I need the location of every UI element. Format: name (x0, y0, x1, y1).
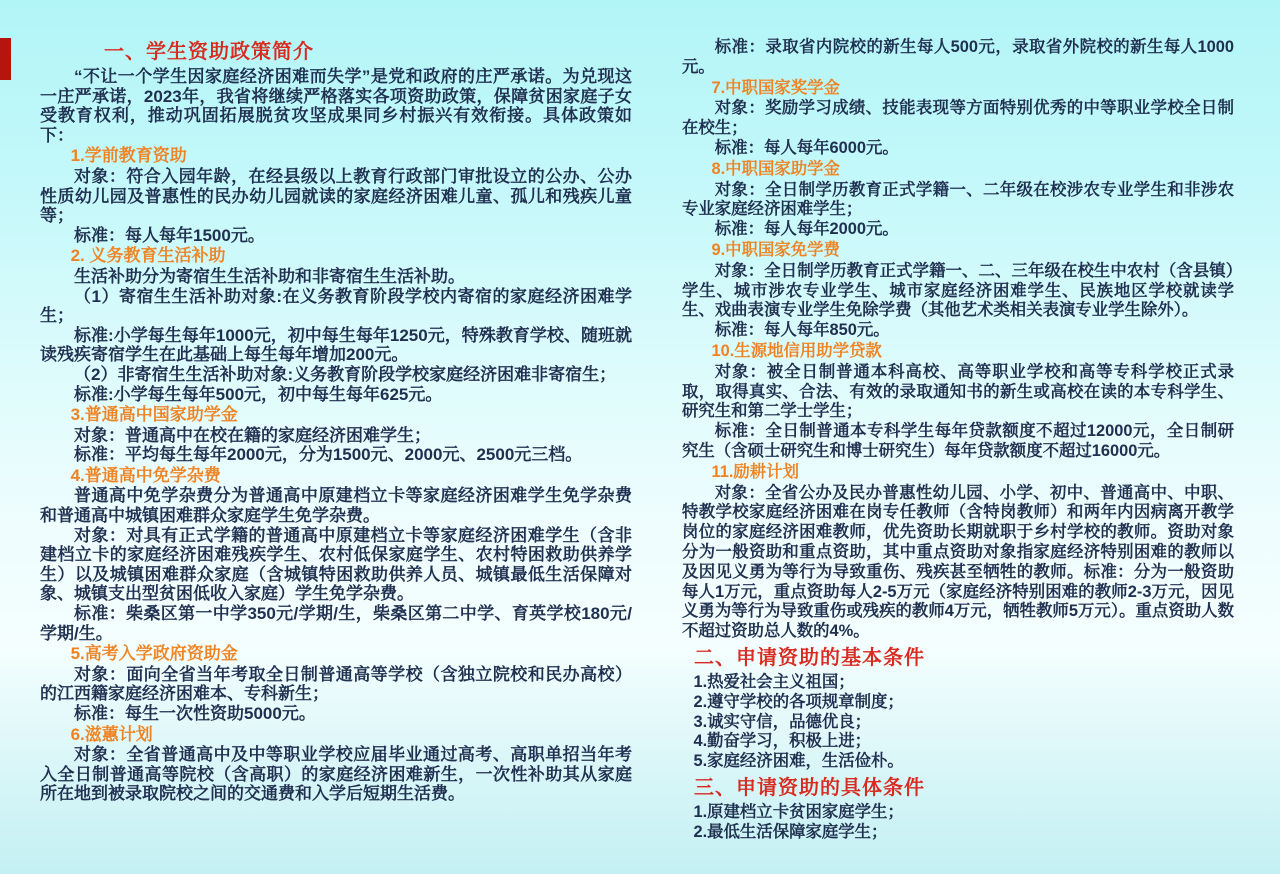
policy-subheading: 11.励耕计划 (711, 462, 799, 481)
paragraph: 标准：录取省内院校的新生每人500元，录取省外院校的新生每人1000元。 (682, 38, 1234, 76)
paragraph: 标准：每人每年850元。 (714, 321, 890, 340)
policy-subheading: 6.滋蕙计划 (70, 724, 153, 744)
paragraph: 对象：面向全省当年考取全日制普通高等学校（含独立院校和民办高校）的江西籍家庭经济困难本、专科新生； (40, 664, 632, 704)
paragraph: 标准：每人每年2000元。 (714, 220, 899, 239)
paragraph: （1）寄宿生生活补助对象:在义务教育阶段学校内寄宿的家庭经济困难学生； (40, 286, 632, 326)
paragraph: 标准:小学每生每年1000元，初中每生每年1250元，特殊教育学校、随班就读残疾寄宿学生在此基础上每生每年增加200元。 (40, 325, 632, 365)
list-item: 4.勤奋学习，积极上进； (693, 732, 872, 751)
paragraph: 对象：全日制学历教育正式学籍一、二、三年级在校生中农村（含县镇）学生、城市涉农专业学生、城市家庭经济困难学生、民族地区学校就读学生、戏曲表演专业学生免除学费（其他艺术类相关表演专业学生除外）。 (682, 261, 1234, 320)
list-item: 5.家庭经济困难，生活俭朴。 (693, 752, 904, 771)
policy-subheading: 8.中职国家助学金 (711, 159, 840, 178)
paragraph: 生活补助分为寄宿生生活补助和非寄宿生生活补助。 (74, 266, 465, 286)
section-heading: 二、申请资助的基本条件 (694, 646, 925, 669)
paragraph: 对象：对具有正式学籍的普通高中原建档立卡等家庭经济困难学生（含非建档立卡的家庭经济困难残疾学生、农村低保家庭学生、农村特困救助供养学生）以及城镇困难群众家庭（含城镇特困救助供养人员、城镇最低生活保障对象、城镇支出型贫困低收入家庭）学生免学杂费。 (40, 525, 632, 604)
policy-subheading: 1.学前教育资助 (70, 146, 187, 166)
list-item: 2.遵守学校的各项规章制度； (693, 692, 904, 711)
list-item: 3.诚实守信，品德优良； (693, 712, 872, 731)
section-heading: 一、学生资助政策简介 (104, 41, 314, 63)
paragraph: 标准：每生一次性资助5000元。 (74, 704, 316, 723)
paragraph: 对象：全日制学历教育正式学籍一、二年级在校涉农专业学生和非涉农专业家庭经济困难学生； (682, 180, 1234, 219)
policy-subheading: 10.生源地信用助学贷款 (711, 341, 882, 360)
list-item: 1.原建档立卡贫困家庭学生； (693, 802, 904, 821)
policy-column-left (40, 38, 632, 804)
list-item: 2.最低生活保障家庭学生； (693, 822, 888, 841)
paragraph: 对象：符合入园年龄，在经县级以上教育行政部门审批设立的公办、公办性质幼儿园及普惠性的民办幼儿园就读的家庭经济困难儿童、孤儿和残疾儿童等； (40, 166, 632, 226)
paragraph: 标准：全日制普通本专科学生每年贷款额度不超过12000元，全日制研究生（含硕士研究生和博士研究生）每年贷款额度不超过16000元。 (682, 422, 1234, 460)
paragraph: 对象：奖励学习成绩、技能表现等方面特别优秀的中等职业学校全日制在校生； (682, 99, 1234, 138)
paragraph: 对象：普通高中在校在籍的家庭经济困难学生； (74, 425, 431, 445)
policy-subheading: 3.普通高中国家助学金 (70, 405, 238, 425)
paragraph: 标准：每人每年1500元。 (74, 225, 265, 245)
paragraph: 标准：每人每年6000元。 (714, 138, 899, 157)
policy-subheading: 5.高考入学政府资助金 (70, 644, 238, 664)
section-heading: 三、申请资助的具体条件 (694, 776, 925, 799)
list-item: 1.热爱社会主义祖国； (693, 672, 855, 691)
paragraph: 对象：全省公办及民办普惠性幼儿园、小学、初中、普通高中、中职、特教学校家庭经济困难在岗专任教师（含特岗教师）和两年内因病离开教学岗位的家庭经济困难教师，优先资助长期就职于乡村学校的教师。资助对象分为一般资助和重点资助，其中重点资助对象指家庭经济特别困难的教师以及因见义勇为等行为导致重伤、残疾甚至牺牲的教师。标准：分为一般资助每人1万元，重点资助每人2-5万元（家庭经济特别困难的教师2-3万元，因见义勇为等行为导致重伤或残疾的教师4万元，牺牲教师5万元）。重点资助人数不超过资助总人数的4%。 (682, 483, 1234, 641)
paragraph: 标准：柴桑区第一中学350元/学期/生，柴桑区第二中学、育英学校180元/学期/生。 (40, 604, 632, 643)
paragraph: “不让一个学生因家庭经济困难而失学”是党和政府的庄严承诺。为兑现这一庄严承诺，2023年，我省将继续严格落实各项资助政策，保障贫困家庭子女受教育权利，推动巩固拓展脱贫攻坚成果同乡村振兴有效衔接。具体政策如下： (40, 67, 632, 145)
paragraph: 普通高中免学杂费分为普通高中原建档立卡等家庭经济困难学生免学杂费和普通高中城镇困难群众家庭学生免学杂费。 (40, 486, 632, 526)
policy-subheading: 7.中职国家奖学金 (711, 78, 840, 97)
policy-subheading: 2. 义务教育生活补助 (70, 246, 226, 266)
policy-column-right (682, 38, 1234, 842)
paragraph: 对象：被全日制普通本科高校、高等职业学校和高等专科学校正式录取，取得真实、合法、有效的录取通知书的新生或高校在读的本专科学生、研究生和第二学士学生； (682, 362, 1234, 421)
paragraph: 标准:小学每生每年500元，初中每生每年625元。 (74, 384, 443, 404)
paragraph: 标准：平均每生每年2000元，分为1500元、2000元、2500元三档。 (74, 445, 583, 465)
red-edge-mark (0, 38, 11, 80)
paragraph: （2）非寄宿生生活补助对象:义务教育阶段学校家庭经济困难非寄宿生； (74, 364, 617, 384)
policy-subheading: 4.普通高中免学杂费 (70, 465, 221, 485)
policy-subheading: 9.中职国家免学费 (711, 240, 840, 259)
paragraph: 对象：全省普通高中及中等职业学校应届毕业通过高考、高职单招当年考入全日制普通高等院校（含高职）的家庭经济困难新生，一次性补助其从家庭所在地到被录取院校之间的交通费和入学后短期生活费。 (40, 745, 632, 804)
